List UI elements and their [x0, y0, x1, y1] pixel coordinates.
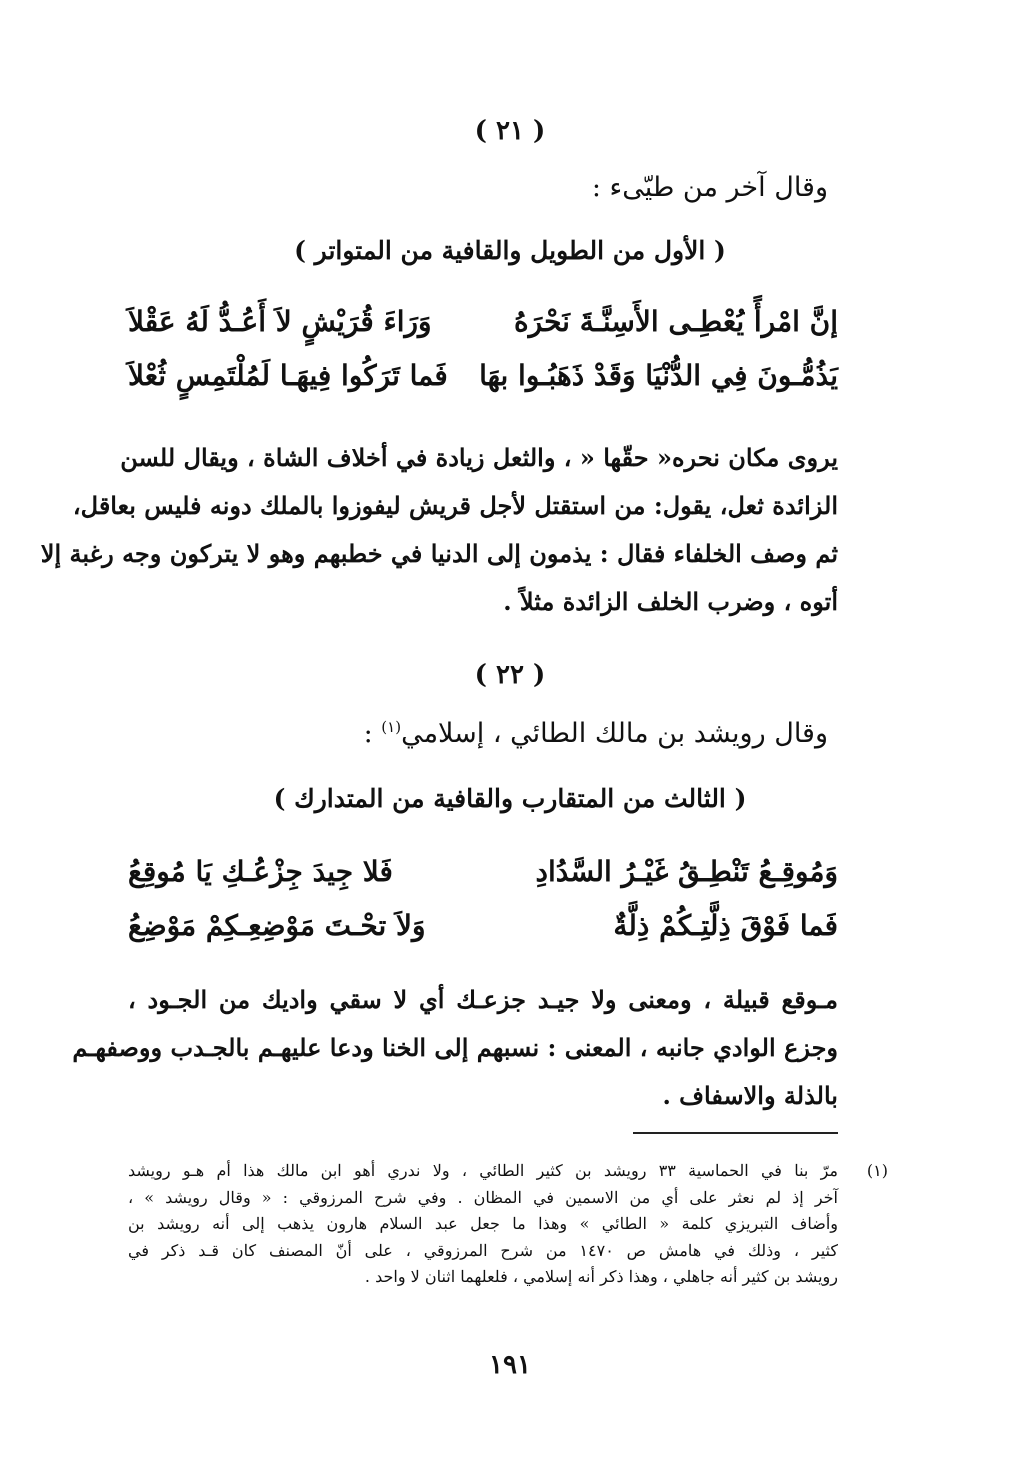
commentary	[40, 434, 838, 626]
poem-intro-text: وقال رويشد بن مالك الطائي ، إسلامي	[401, 718, 828, 749]
verse-line	[128, 900, 838, 950]
poem-intro	[364, 718, 828, 749]
commentary	[72, 976, 838, 1120]
footnote-line: وأضاف التبريزي كلمة « الطائي » وهذا ما جعل عبد السلام هارون يذهب إلى أنه رويشد بن	[128, 1214, 838, 1233]
commentary-line: ثم وصف الخلفاء فقال : يذمون إلى الدنيا في خطبهم وهو لا يتركون وجه رغبة إلا	[40, 539, 838, 568]
poem-intro: وقال آخر من طيّىء :	[591, 172, 828, 203]
footnote-line: كثير ، وذلك في هامش ص ١٤٧٠ من شرح المرزوقي ، على أنّ المصنف كان قـد ذكر في	[128, 1240, 838, 1260]
page-number: ١٩١	[489, 1350, 531, 1380]
commentary-line: بالذلة والاسفاف .	[662, 1081, 838, 1110]
footnote-reference: (١)	[381, 718, 402, 736]
commentary-line: يروى مكان نحره« حقّها « ، والثعل زيادة في أخلاف الشاة ، ويقال للسن	[120, 443, 838, 472]
commentary-line: أتوه ، وضرب الخلف الزائدة مثلاً .	[503, 587, 838, 616]
footnote-line: رويشد بن كثير أنه جاهلي ، وهذا ذكر أنه إسلامي ، فلعلهما اثنان لا واحد .	[364, 1267, 838, 1286]
footnote-marker: (١)	[866, 1161, 888, 1180]
verse-first-hemistich: إنَّ امْرأً يُعْطِـى الأَسِنَّـةَ نَحْرَهُ	[513, 304, 838, 338]
verse-second-hemistich: فَلا جِيدَ جِزْعُـكِ يَا مُوقِعُ	[128, 854, 393, 888]
footnote-line: مرّ بنا في الحماسية ٣٣ رويشد بن كثير الطائي ، ولا ندري أهو ابن مالك هذا أم هـو رويشد	[128, 1161, 839, 1180]
verse-first-hemistich: يَذُمُّـونَ فِي الدُّنْيَا وَقَدْ ذَهَبُـوا بهَا	[479, 358, 838, 392]
verse-second-hemistich: وَرَاءَ قُرَيْشٍ لاَ أَعُـدُّ لَهُ عَقْلاَ	[128, 304, 432, 338]
verse-second-hemistich: وَلاَ تحْـتَ مَوْضِعِـكِمْ مَوْضِعُ	[128, 908, 426, 942]
poem-intro-colon: :	[363, 718, 373, 749]
verse-first-hemistich: فَما فَوْقَ ذِلَّتِـكُمْ ذِلَّةٌ	[613, 908, 838, 942]
footnote-line: آخر إذ لم نعثر على أي من الاسمين في المظان . وفي شرح المرزوقي : « وقال رويشد » ،	[128, 1187, 839, 1207]
footnote-separator	[633, 1132, 838, 1134]
verse-line	[128, 296, 838, 346]
meter-heading: ( الأول من الطويل والقافية من المتواتر )	[294, 236, 726, 265]
commentary-line: وجزع الوادي جانبه ، المعنى : نسبهم إلى الخنا ودعا عليهـم بالجـدب ووصفهـم	[72, 1033, 838, 1062]
poem-number: ( ٢٢ )	[474, 660, 546, 690]
verse-first-hemistich: وَمُوقِـعُ تَنْطِـقُ غَيْـرُ السَّدُادِ	[535, 854, 838, 888]
commentary-line: مـوقع قبيلة ، ومعنى ولا جيـد جزعـك أي لا سقي واديك من الجـود ،	[128, 985, 838, 1014]
verse-line	[128, 846, 838, 896]
commentary-line: الزائدة ثعل، يقول: من استقتل لأجل قريش ليفوزوا بالملك دونه فليس بعاقل،	[72, 491, 838, 520]
footnote	[128, 1158, 888, 1291]
verse-line	[128, 350, 838, 400]
meter-heading: ( الثالث من المتقارب والقافية من المتدارك )	[273, 784, 747, 813]
verse-second-hemistich: فَما تَرَكُوا فِيهَـا لَمُلْتَمِسٍ ثُعْلاَ	[128, 358, 448, 392]
poem-number: ( ٢١ )	[474, 116, 546, 146]
